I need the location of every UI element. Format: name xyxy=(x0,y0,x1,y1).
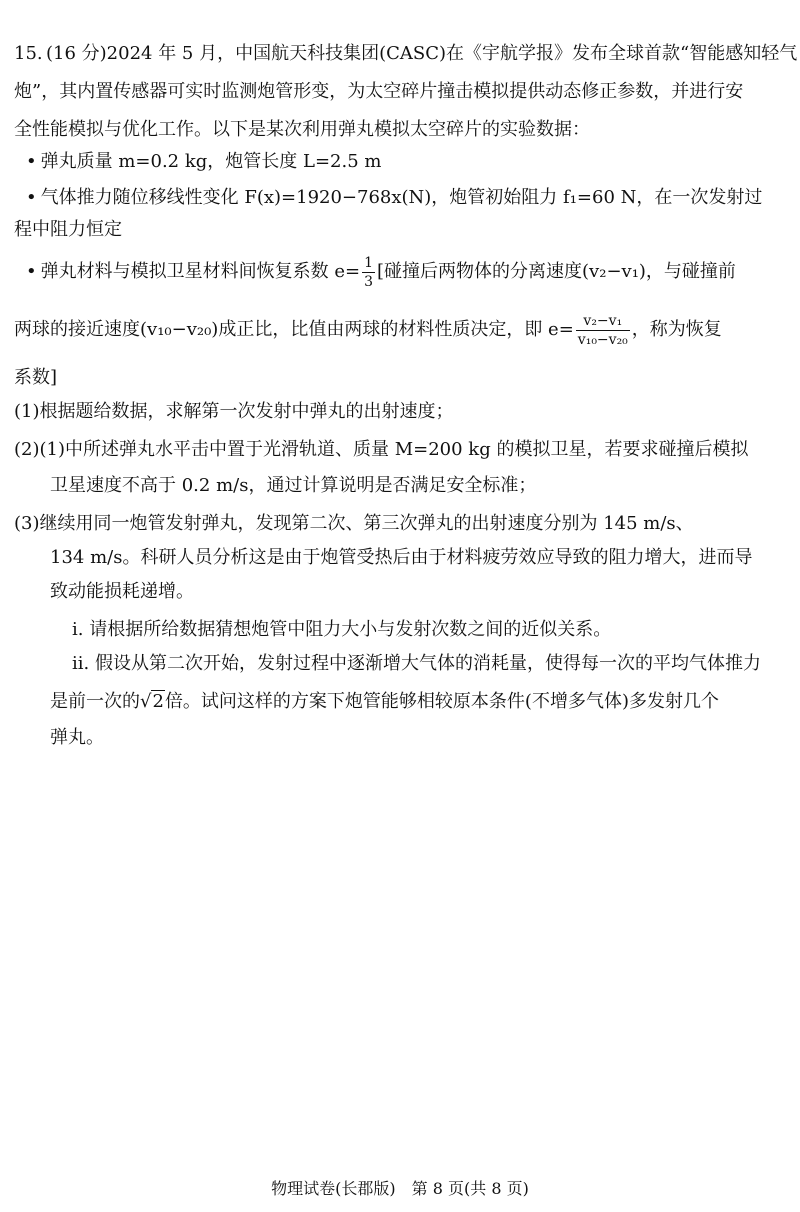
page-footer: 物理试卷(长郡版) 第 8 页(共 8 页) xyxy=(271,1179,529,1198)
bullet-1 xyxy=(26,150,786,174)
part-3-ii-line-2-post: 倍。试问这样的方案下炮管能够相较原本条件(不增多气体)多发射几个 xyxy=(164,691,719,712)
bullet-2-text: 气体推力随位移线性变化 F(x)=1920−768x(N)，炮管初始阻力 f₁=60 N，在一次发射过 xyxy=(40,187,763,208)
part-3-ii-line-3: 弹丸。 xyxy=(50,727,104,748)
bullet-2-line-1 xyxy=(26,186,786,210)
sqrt-two xyxy=(140,690,165,714)
bullet-mark: • xyxy=(26,187,37,208)
bullet-3-line-2-post: ，称为恢复 xyxy=(631,319,722,340)
question-number: 15. xyxy=(14,43,43,64)
intro-line-1: (16 分)2024 年 5 月，中国航天科技集团(CASC)在《宇航学报》发布全球首款“智能感知轻气 xyxy=(46,43,798,64)
restitution-formula-fraction xyxy=(576,314,630,347)
restitution-fraction xyxy=(362,256,375,289)
bullet-3-line-1 xyxy=(26,252,786,292)
bullet-2-line-2: 程中阻力恒定 xyxy=(14,219,122,240)
intro-line-2: 炮”，其内置传感器可实时监测炮管形变，为太空碎片撞击模拟提供动态修正参数，并进行安 xyxy=(14,81,744,102)
part-3-line-3: 致动能损耗递增。 xyxy=(50,581,194,602)
part-3-ii-line-2-pre: 是前一次的 xyxy=(50,691,140,712)
bullet-1-text: 弹丸质量 m=0.2 kg，炮管长度 L=2.5 m xyxy=(40,151,382,172)
part-2-line-2: 卫星速度不高于 0.2 m/s，通过计算说明是否满足安全标准； xyxy=(50,475,537,496)
bullet-3-pre: 弹丸材料与模拟卫星材料间恢复系数 e= xyxy=(40,261,361,282)
part-3-i: ⅰ. 请根据所给数据猜想炮管中阻力大小与发射次数之间的近似关系。 xyxy=(72,619,612,640)
formula-numerator: v₂−v₁ xyxy=(576,314,630,331)
part-1: (1)根据题给数据，求解第一次发射中弹丸的出射速度； xyxy=(14,401,454,422)
sqrt-sign: √ xyxy=(140,691,152,712)
formula-denominator: v₁₀−v₂₀ xyxy=(577,331,628,348)
bullet-3-line-3: 系数] xyxy=(14,367,58,388)
fraction-denominator: 3 xyxy=(364,273,374,290)
bullet-mark: • xyxy=(26,261,37,282)
fraction-numerator: 1 xyxy=(364,254,374,271)
sqrt-radicand: 2 xyxy=(152,691,164,712)
bullet-3-line-2 xyxy=(14,310,784,350)
bullet-3-line-2-pre: 两球的接近速度(v₁₀−v₂₀)成正比，比值由两球的材料性质决定，即 e= xyxy=(14,319,574,340)
bullet-3-post: [碰撞后两物体的分离速度(v₂−v₁)，与碰撞前 xyxy=(377,261,736,282)
part-3-ii-line-2 xyxy=(50,690,784,714)
part-3-line-2: 134 m/s。科研人员分析这是由于炮管受热后由于材料疲劳效应导致的阻力增大，进而导 xyxy=(50,547,753,568)
intro-line-3: 全性能模拟与优化工作。以下是某次利用弹丸模拟太空碎片的实验数据： xyxy=(14,119,590,140)
part-2-line-1: (2)(1)中所述弹丸水平击中置于光滑轨道、质量 M=200 kg 的模拟卫星，若要求碰撞后模拟 xyxy=(14,439,749,460)
bullet-mark: • xyxy=(26,151,37,172)
part-3-line-1: (3)继续用同一炮管发射弹丸，发现第二次、第三次弹丸的出射速度分别为 145 m/s、 xyxy=(14,513,694,534)
part-3-ii-line-1: ⅱ. 假设从第二次开始，发射过程中逐渐增大气体的消耗量，使得每一次的平均气体推力 xyxy=(72,653,761,674)
